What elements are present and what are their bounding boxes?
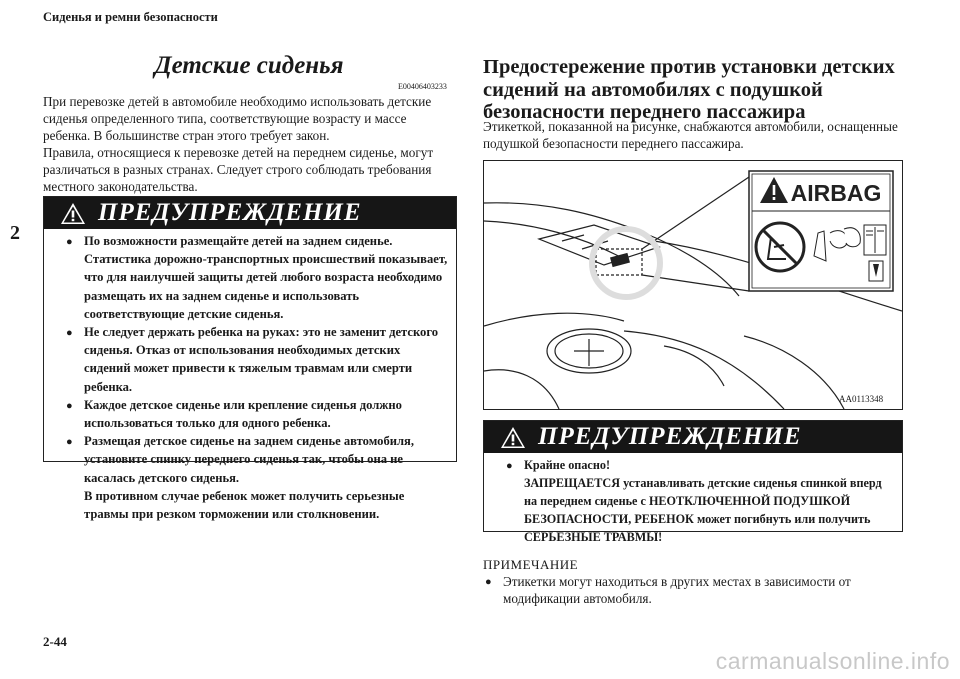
warning-item [504, 456, 894, 546]
warning-triangle-icon [498, 426, 528, 449]
bullet-icon: ● [66, 436, 73, 449]
note-item: ● Этикетки могут находиться в других местах в зависимости от модификации автомобиля. [485, 574, 851, 606]
section-title-child-seats: Детские сиденья [154, 52, 344, 79]
note-body [483, 573, 913, 607]
airbag-label-text: AIRBAG [790, 180, 882, 206]
watermark: carmanualsonline.info [715, 648, 950, 674]
warning-item: ● Каждое детское сиденье или крепление сиденья должно использоваться только для одного ребенка. [66, 397, 402, 431]
warning-box-airbag [483, 420, 903, 544]
warning-triangle-icon [58, 202, 88, 225]
note-title: ПРИМЕЧАНИЕ [483, 557, 579, 572]
running-header: Сиденья и ремни безопасности [43, 10, 218, 24]
bullet-icon: ● [506, 460, 513, 472]
bullet-icon: ● [66, 236, 73, 248]
warning-continuation: В противном случае ребенок может получить серьезные травмы при резком торможении или столкновении. [84, 488, 405, 522]
warning-item: ● Размещая детское сиденье на заднем сиденье автомобиля, установите спинку переднего сиденья так, чтобы она не касалась детского сиденья. [66, 434, 415, 485]
section-title-airbag-warning: Предостережение против установки детских сидений на автомобилях с подушкой безопасности переднего пассажира [483, 56, 895, 123]
right-intro: Этикеткой, показанной на рисунке, снабжаются автомобили, оснащенные подушкой безопасности переднего пассажира. [483, 119, 898, 151]
dashboard-drawing [484, 161, 902, 409]
left-intro [43, 93, 457, 195]
warning-item-title: Крайне опасно! [524, 458, 611, 472]
paragraph: Правила, относящиеся к перевозке детей на переднем сиденье, могут различаться в разных странах. Следует строго соблюдать требования местного законодательства. [43, 145, 434, 194]
bullet-icon: ● [485, 576, 492, 588]
paragraph: При перевозке детей в автомобиле необходимо использовать детские сиденья определенного типа, соответствующие возрасту и массе ребенка. В большинстве стран этого требует закон. [43, 94, 432, 143]
warning-heading: ПРЕДУПРЕЖДЕНИЕ [98, 199, 362, 226]
warning-box-child-seats [43, 196, 457, 522]
section-code: E00406403233 [398, 82, 447, 91]
warning-item: ● Не следует держать ребенка на руках: это не заменит детского сиденья. Отказ от использования необходимых детских сидений может привести к тяжелым травмам или смерти ребенка. [66, 325, 439, 394]
bullet-icon: ● [66, 399, 73, 412]
warning-item-text: ЗАПРЕЩАЕТСЯ устанавливать детские сиденья спинкой вперд на переднем сиденье с НЕОТКЛЮЧЕННОЙ ПОДУШКОЙ БЕЗОПАСНОСТИ, РЕБЕНОК может погибнуть или получить СЕРЬЕЗНЫЕ ТРАВМЫ! [524, 476, 882, 544]
warning-header [484, 421, 902, 453]
warning-heading: ПРЕДУПРЕЖДЕНИЕ [538, 423, 802, 450]
page-number: 2-44 [43, 634, 67, 649]
airbag-label-illustration [483, 160, 903, 410]
bullet-icon: ● [66, 327, 73, 340]
warning-body [484, 453, 902, 552]
warning-item: ● По возможности размещайте детей на заднем сиденье. Статистика дорожно-транспортных происшествий показывает, что для наилучшей защиты детей любого возраста необходимо размещать их на заднем сиденье и использовать соответствующие детские сиденья. [66, 234, 448, 321]
warning-body [44, 229, 456, 529]
figure-code: AA0113348 [839, 394, 884, 404]
warning-header [44, 197, 456, 229]
section-tab: 2 [10, 222, 20, 244]
